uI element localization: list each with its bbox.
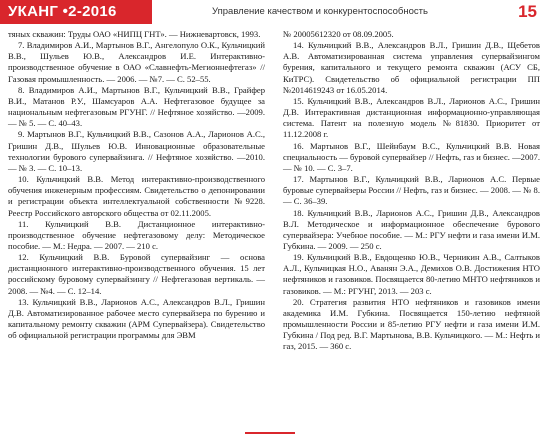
reference-item: 7. Владимиров А.И., Мартынов В.Г., Ангелопуло О.К., Кульчицкий В.В., Шульев Ю.В., Александров И.Е. Интерактивно-производственное обучение в ОАО «Славнефть-Мегионнефтегаз» // Газовая промышленность. — 2006. — №7. — С. 52–55.: [8, 40, 265, 84]
reference-item: 8. Владимиров А.И., Мартынов В.Г., Кульчицкий В.В., Грайфер В.И., Матанов Р.У., Шамсуаров А.А. Нефтегазовое будущее за национальным нефтегазовым РГУНГ. // Нефтяное хозяйство. —2009. — № 5. — С. 40–43.: [8, 84, 265, 129]
right-column: [283, 29, 540, 353]
reference-item: № 20005612320 от 08.09.2005.: [283, 29, 394, 39]
reference-item: 19. Кульчицкий В.В., Евдощенко Ю.В., Черникин А.В., Салтыков А.Л., Кульчицкая Н.О., Аванян Э.А., Демихов О.В. Достижения НТО нефтяников и газовиков. Посвящается 80-летию МНТО нефтяников и газовиков. — М.: РГУНГ, 2013. — 203 с.: [283, 252, 540, 296]
section-title: Управление качеством и конкурентоспособность: [212, 6, 428, 17]
reference-item: 20. Стратегия развития НТО нефтяников и газовиков имени академика И.М. Губкина. Посвящается 150-летию нефтяной промышленности России и 85-летию РГУ нефти и газа имени И.М. Губкина / Под ред. В.Г. Мартынова, В.В. Кульчицкого. — М.: Нефть и газ, 2015. — 360 с.: [283, 296, 540, 352]
reference-item: 10. Кульчицкий В.В. Метод интерактивно-производственного обучения инженерным профессиям. Свидетельство о депонировании и регистрации объекта интеллектуальной собственности №9228. Реестр Российского авторского общества от 02.11.2005.: [8, 174, 265, 218]
reference-item: 17. Мартынов В.Г., Кульчицкий В.В., Ларионов А.С. Первые буровые супервайзеры России // Нефть, газ и бизнес. — 2008. — № 8. — С. 36–39.: [283, 174, 540, 207]
page-number: 15: [518, 2, 537, 21]
reference-item: 14. Кульчицкий В.В., Александров В.Л., Гришин Д.В., Щебетов А.В. Автоматизированная система управления супервайзингом бурения, капитального и текущего ремонта скважин (АСУ СБ, КиТРС). Свидетельство об официальной регистрации ПП №2014619243 от 16.05.2014.: [283, 40, 540, 95]
reference-item: 13. Кульчицкий В.В., Ларионов А.С., Александров В.Л., Гришин Д.В. Автоматизированное рабочее место супервайзера по бурению и капитальному ремонту скважин (АРМ Супервайзера). Свидетельство об официальной регистрации программы для ЭВМ: [8, 296, 265, 341]
page-header: [0, 0, 545, 24]
reference-item: 12. Кульчицкий В.В. Буровой супервайзинг — основа дистанционного интерактивно-производственного обучения. 15 лет российскому буровому супервайзингу // Нефтегазовая вертикаль. — 2008. — №4. — С. 12–14.: [8, 252, 265, 296]
reference-item: 18. Кульчицкий В.В., Ларионов А.С., Гришин Д.В., Александров В.Л. Методическое и информационное обеспечение бурового супервайзера: Учебное пособие. — М.: РГУ нефти и газа имени И.М. Губкина. — 2009. — 250 с.: [283, 207, 540, 251]
reference-item: 9. Мартынов В.Г., Кульчицкий В.В., Сазонов А.А., Ларионов А.С., Гришин Д.В., Шульев Ю.В. Инновационные образовательные технологии бурового супервайзинга. // Нефтяное хозяйство. —2010. — № 3. — С. 10–13.: [8, 129, 265, 173]
journal-brand: УКАНГ •2-2016: [0, 0, 152, 24]
reference-item: тяных скважин: Труды ОАО «НИПЦ ГНТ». — Нижневартовск, 1993.: [8, 29, 261, 39]
reference-item: 15. Кульчицкий В.В., Александров В.Л., Ларионов А.С., Гришин Д.В. Интерактивная дистанционная информационно-управляющая система. Патент на полезную модель №81830. Приоритет от 11.12.2008 г.: [283, 95, 540, 140]
left-column: [8, 29, 265, 341]
reference-item: 16. Мартынов В.Г., Шейнбаум В.С., Кульчицкий В.В. Новая специальность — буровой супервайзер // Нефть, газ и бизнес. —2007. — № 10. — С. 3–7.: [283, 140, 540, 173]
reference-item: 11. Кульчицкий В.В. Дистанционное интерактивно-производственное обучение нефтегазовому делу: Методическое пособие. — М.: Недра. — 2007. — 210 с.: [8, 218, 265, 251]
